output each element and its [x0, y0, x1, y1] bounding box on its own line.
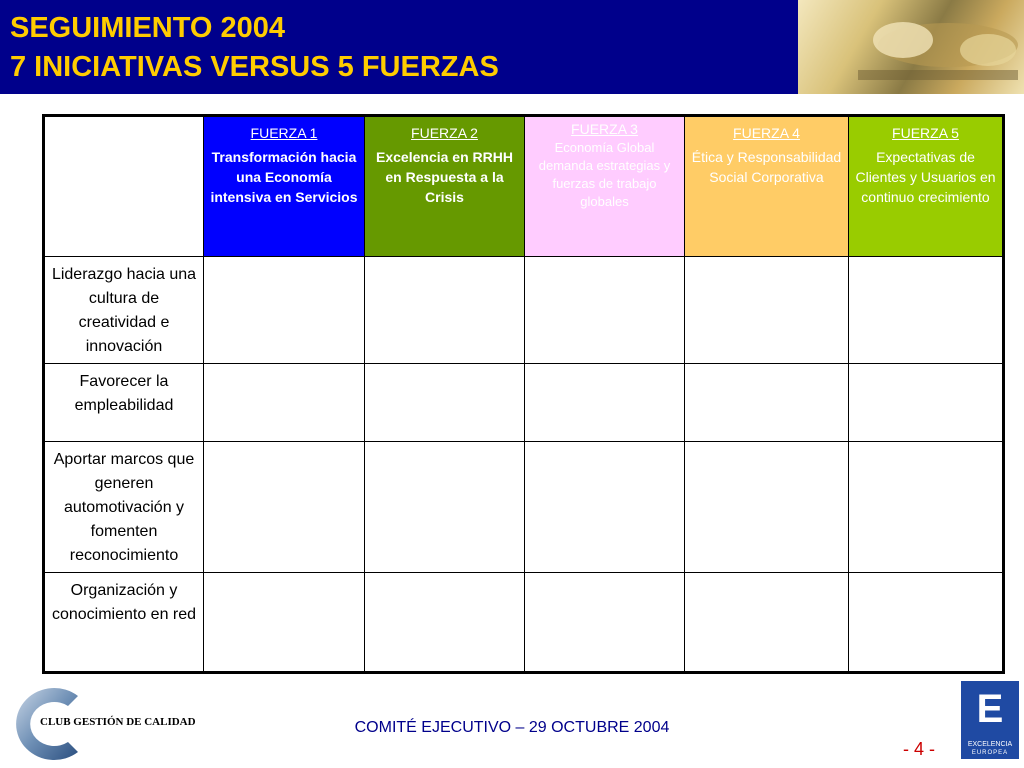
- table-row: [44, 257, 1004, 364]
- table-cell: [849, 442, 1004, 573]
- column-description: Excelencia en RRHH en Respuesta a la Crisis: [376, 149, 513, 205]
- table-cell: [525, 364, 685, 442]
- table-cell: [685, 364, 849, 442]
- table-cell: [365, 573, 525, 673]
- column-header-fuerza-1: [204, 116, 365, 257]
- column-label: FUERZA 1: [250, 125, 318, 141]
- row-label: Organización y conocimiento en red: [44, 573, 204, 673]
- table-cell: [525, 573, 685, 673]
- column-label: FUERZA 5: [892, 125, 959, 141]
- table-cell: [685, 573, 849, 673]
- table-cell: [204, 364, 365, 442]
- column-description: Expectativas de Clientes y Usuarios en continuo crecimiento: [855, 149, 996, 205]
- table-cell: [849, 573, 1004, 673]
- excelencia-europea-logo: [961, 681, 1019, 759]
- page-number: - 4 -: [903, 739, 936, 759]
- row-label: Favorecer la empleabilidad: [44, 364, 204, 442]
- page-title: SEGUIMIENTO 2004: [10, 12, 286, 44]
- forces-table: [42, 114, 1005, 674]
- table-cell: [525, 257, 685, 364]
- table-corner-cell: [44, 116, 204, 257]
- header-banner: [0, 0, 1024, 94]
- table-cell: [365, 442, 525, 573]
- column-label: FUERZA 3: [571, 121, 638, 137]
- table-row: [44, 573, 1004, 673]
- column-header-fuerza-2: [365, 116, 525, 257]
- table-cell: [685, 442, 849, 573]
- table-row: [44, 364, 1004, 442]
- row-label: Liderazgo hacia una cultura de creatividad e innovación: [44, 257, 204, 364]
- column-label: FUERZA 2: [411, 125, 478, 141]
- table-cell: [204, 257, 365, 364]
- table-cell: [365, 257, 525, 364]
- column-header-fuerza-5: [849, 116, 1004, 257]
- table-row: [44, 442, 1004, 573]
- column-description: Transformación hacia una Economía intensiva en Servicios: [210, 149, 358, 205]
- table-cell: [365, 364, 525, 442]
- club-name-text: CLUB GESTIÓN DE CALIDAD: [40, 716, 196, 728]
- column-description: Ética y Responsabilidad Social Corporativa: [691, 149, 842, 185]
- table-cell: [204, 573, 365, 673]
- row-label: Aportar marcos que generen automotivación y fomenten reconocimiento: [44, 442, 204, 573]
- table-cell: [849, 364, 1004, 442]
- ee-logo-letter: E: [976, 687, 1004, 731]
- table-cell: [525, 442, 685, 573]
- column-label: FUERZA 4: [733, 125, 800, 141]
- column-capital-image: [798, 0, 1024, 94]
- table-cell: [685, 257, 849, 364]
- page-subtitle: 7 INICIATIVAS VERSUS 5 FUERZAS: [10, 51, 499, 83]
- column-header-fuerza-3: [525, 116, 685, 257]
- footer-meeting-text: COMITÉ EJECUTIVO – 29 OCTUBRE 2004: [354, 719, 670, 736]
- ee-logo-line1: EXCELENCIA: [967, 741, 1013, 748]
- table-cell: [849, 257, 1004, 364]
- ee-logo-line2: EUROPEA: [971, 750, 1009, 756]
- table-cell: [204, 442, 365, 573]
- column-header-fuerza-4: [685, 116, 849, 257]
- column-description: Economía Global demanda estrategias y fuerzas de trabajo globales: [538, 140, 671, 209]
